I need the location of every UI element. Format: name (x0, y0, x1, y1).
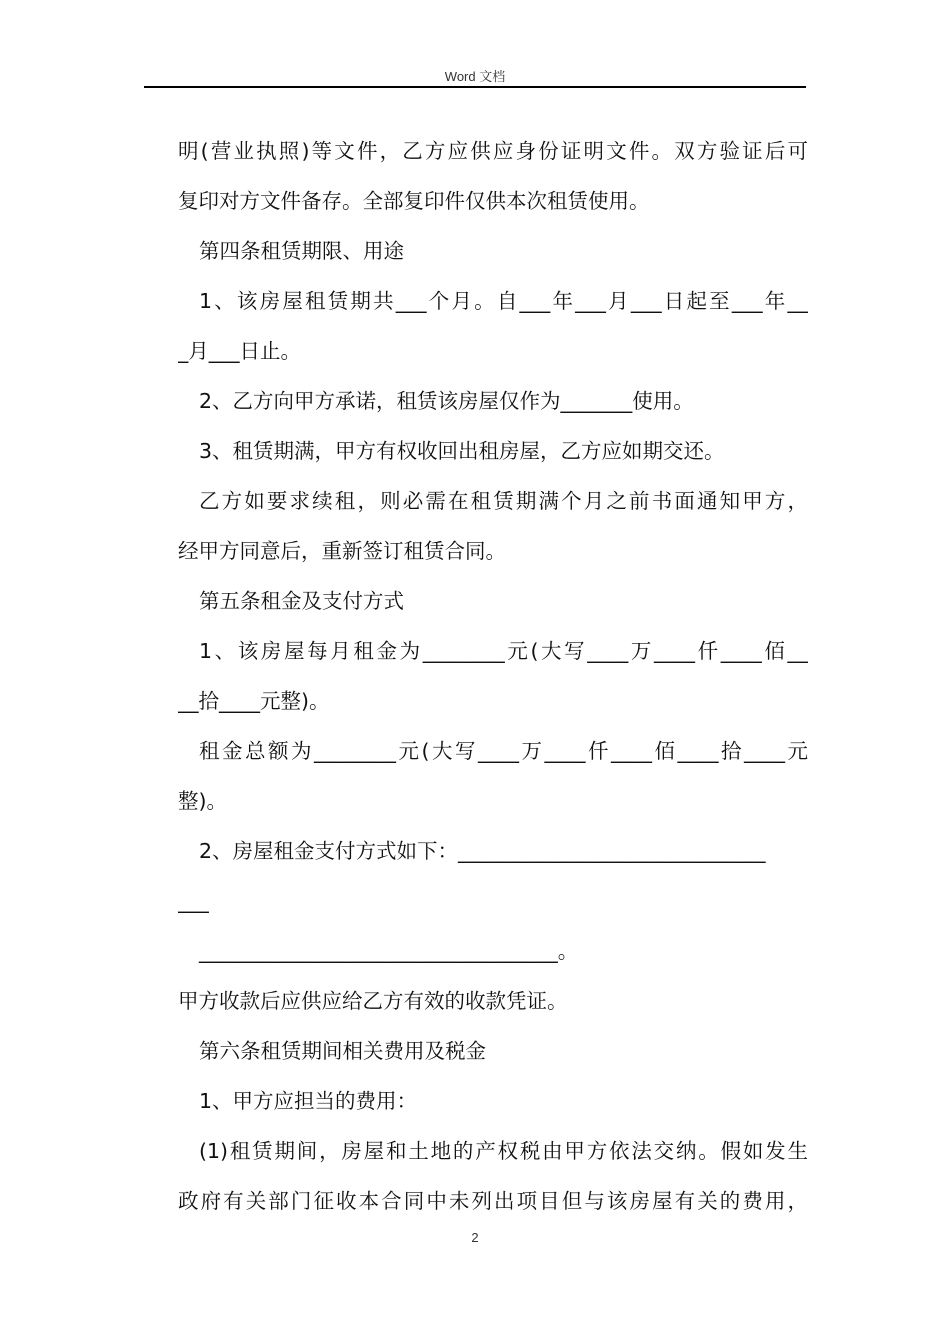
paragraph-line: _月___日止。 (178, 339, 301, 363)
paragraph-line: 乙方如要求续租，则必需在租赁期满个月之前书面通知甲方， (199, 489, 808, 513)
paragraph-line: 复印对方文件备存。全部复印件仅供本次租赁使用。 (178, 189, 650, 213)
section-heading: 第四条租赁期限、用途 (199, 239, 404, 263)
paragraph-line: ___________________________________。 (199, 939, 579, 963)
paragraph-line: 明(营业执照)等文件，乙方应供应身份证明文件。双方验证后可 (178, 139, 808, 163)
paragraph-line: 1、该房屋租赁期共___个月。自___年___月___日起至___年__ (199, 289, 808, 313)
paragraph-line: 1、甲方应担当的费用： (199, 1089, 418, 1113)
paragraph-line: 整)。 (178, 789, 227, 813)
paragraph-line: 租金总额为________元(大写____万____仟____佰____拾____元 (199, 739, 808, 763)
section-heading: 第六条租赁期间相关费用及税金 (199, 1039, 486, 1063)
paragraph-line: __拾____元整)。 (178, 689, 330, 713)
paragraph-line: 甲方收款后应供应给乙方有效的收款凭证。 (178, 989, 568, 1013)
paragraph-line: 2、房屋租金支付方式如下：______________________________ (199, 839, 766, 863)
header-divider (144, 86, 806, 88)
page-header-title: Word 文档 (444, 69, 506, 84)
paragraph-line: 3、租赁期满，甲方有权收回出租房屋，乙方应如期交还。 (199, 439, 725, 463)
section-heading: 第五条租金及支付方式 (199, 589, 404, 613)
paragraph-line: ___ (178, 889, 209, 913)
paragraph-line: 经甲方同意后，重新签订租赁合同。 (178, 539, 506, 563)
paragraph-line: 1、该房屋每月租金为________元(大写____万____仟____佰__ (199, 639, 808, 663)
document-body (178, 126, 808, 1226)
paragraph-line: 政府有关部门征收本合同中未列出项目但与该房屋有关的费用， (178, 1189, 808, 1213)
paragraph-line: (1)租赁期间，房屋和土地的产权税由甲方依法交纳。假如发生 (199, 1139, 808, 1163)
page-number: 2 (471, 1230, 479, 1245)
paragraph-line: 2、乙方向甲方承诺，租赁该房屋仅作为_______使用。 (199, 389, 694, 413)
